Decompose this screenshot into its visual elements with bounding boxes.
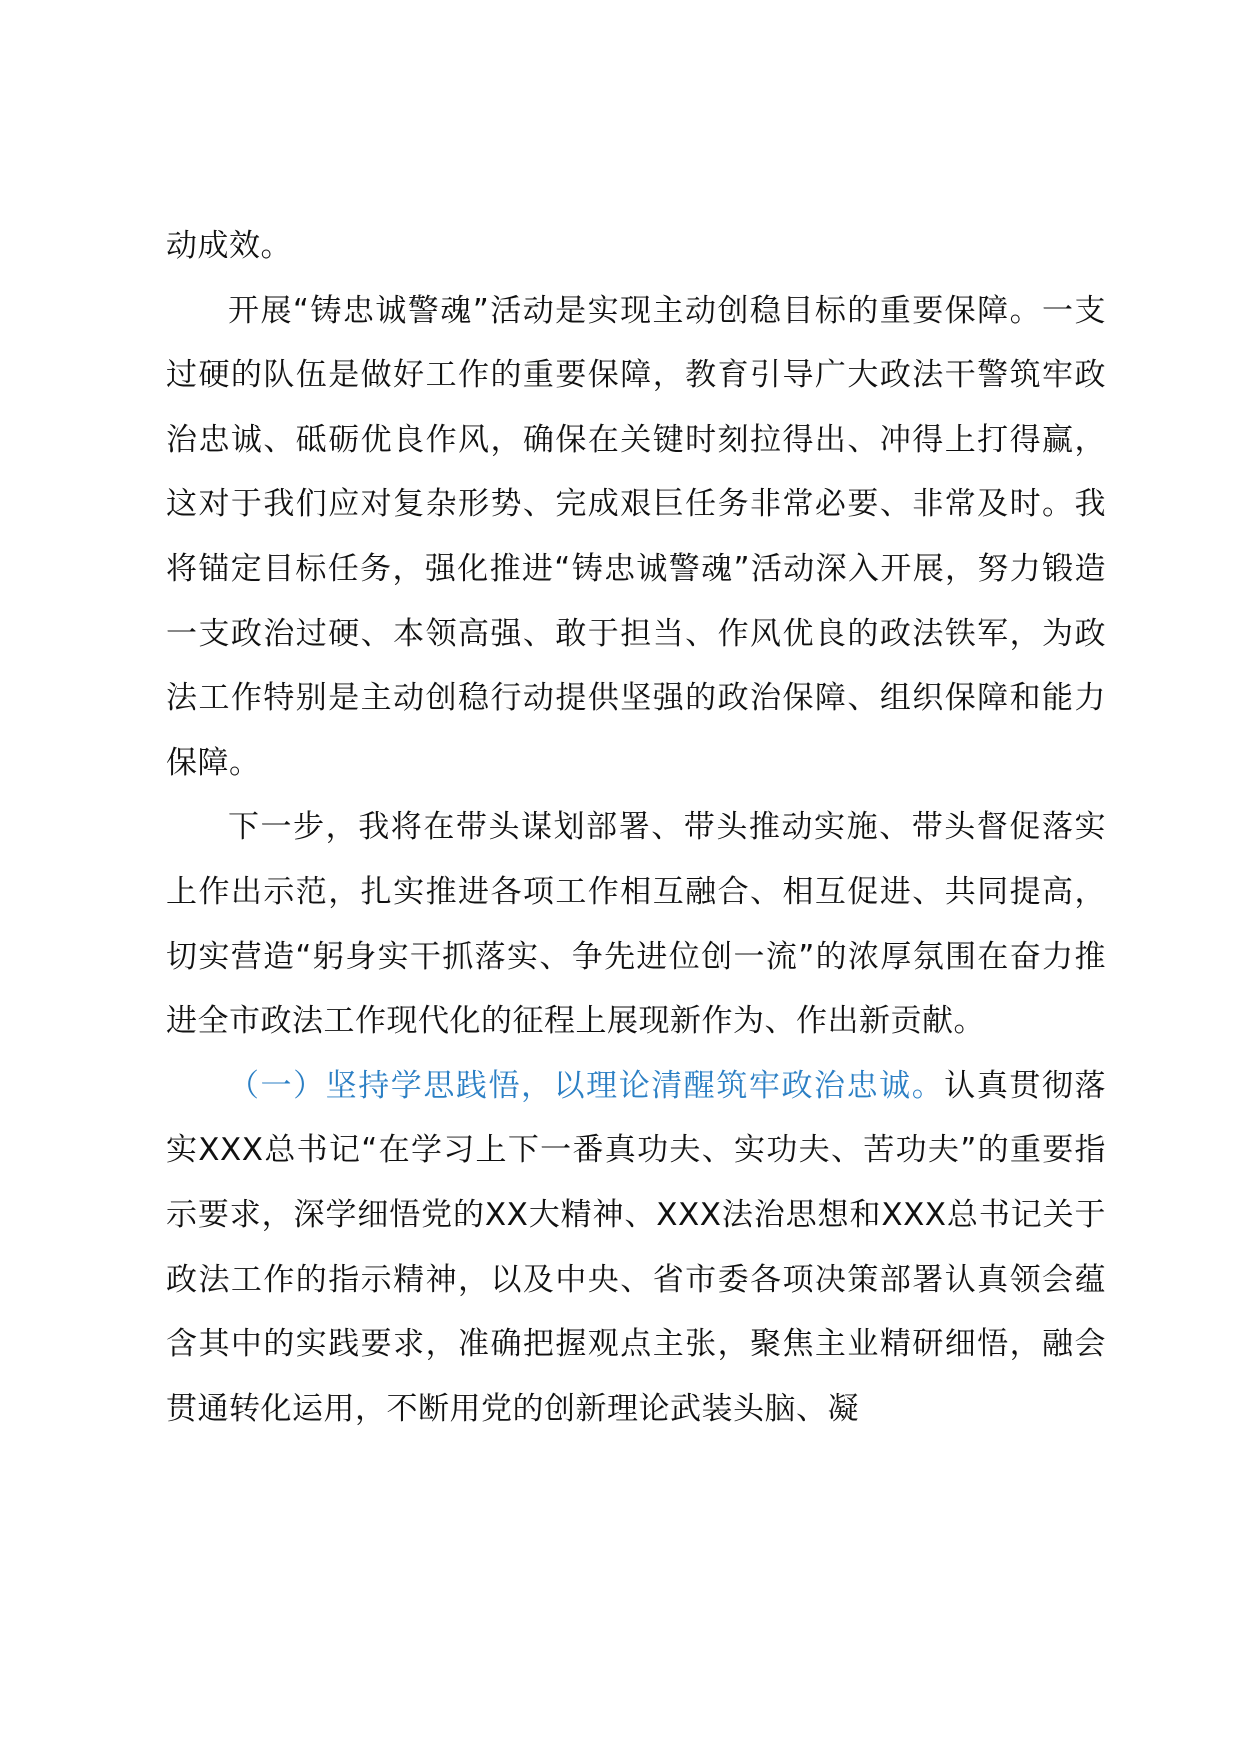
paragraph-next-step [166, 795, 1106, 1053]
document-body [166, 214, 1106, 1441]
paragraph-guarantee [166, 279, 1106, 796]
paragraph-text: 动成效。 [166, 228, 292, 264]
section-heading: （一）坚持学思践悟，以理论清醒筑牢政治忠诚。 [228, 1067, 945, 1104]
paragraph-text: 开展“铸忠诚警魂”活动是实现主动创稳目标的重要保障。一支过硬的队伍是做好工作的重要保障，教育引导广大政法干警筑牢政治忠诚、砥砺优良作风，确保在关键时刻拉得出、冲得上打得赢，这对于我们应对复杂形势、完成艰巨任务非常必要、非常及时。我将锚定目标任务，强化推进“铸忠诚警魂”活动深入开展，努力锻造一支政治过硬、本领高强、敢于担当、作风优良的政法铁军，为政法工作特别是主动创稳行动提供坚强的政治保障、组织保障和能力保障。 [166, 292, 1106, 781]
paragraph-text: 认真贯彻落实XXX总书记“在学习上下一番真功夫、实功夫、苦功夫”的重要指示要求，深学细悟党的XX大精神、XXX法治思想和XXX总书记关于政法工作的指示精神，以及中央、省市委各项决策部署认真领会蕴含其中的实践要求，准确把握观点主张，聚焦主业精研细悟，融会贯通转化运用，不断用党的创新理论武装头脑、凝 [166, 1067, 1107, 1427]
paragraph-text: 下一步，我将在带头谋划部署、带头推动实施、带头督促落实上作出示范，扎实推进各项工作相互融合、相互促进、共同提高，切实营造“躬身实干抓落实、争先进位创一流”的浓厚氛围在奋力推进全市政法工作现代化的征程上展现新作为、作出新贡献。 [166, 809, 1106, 1040]
paragraph-section-one [166, 1054, 1106, 1442]
paragraph-continuation [166, 214, 1106, 279]
